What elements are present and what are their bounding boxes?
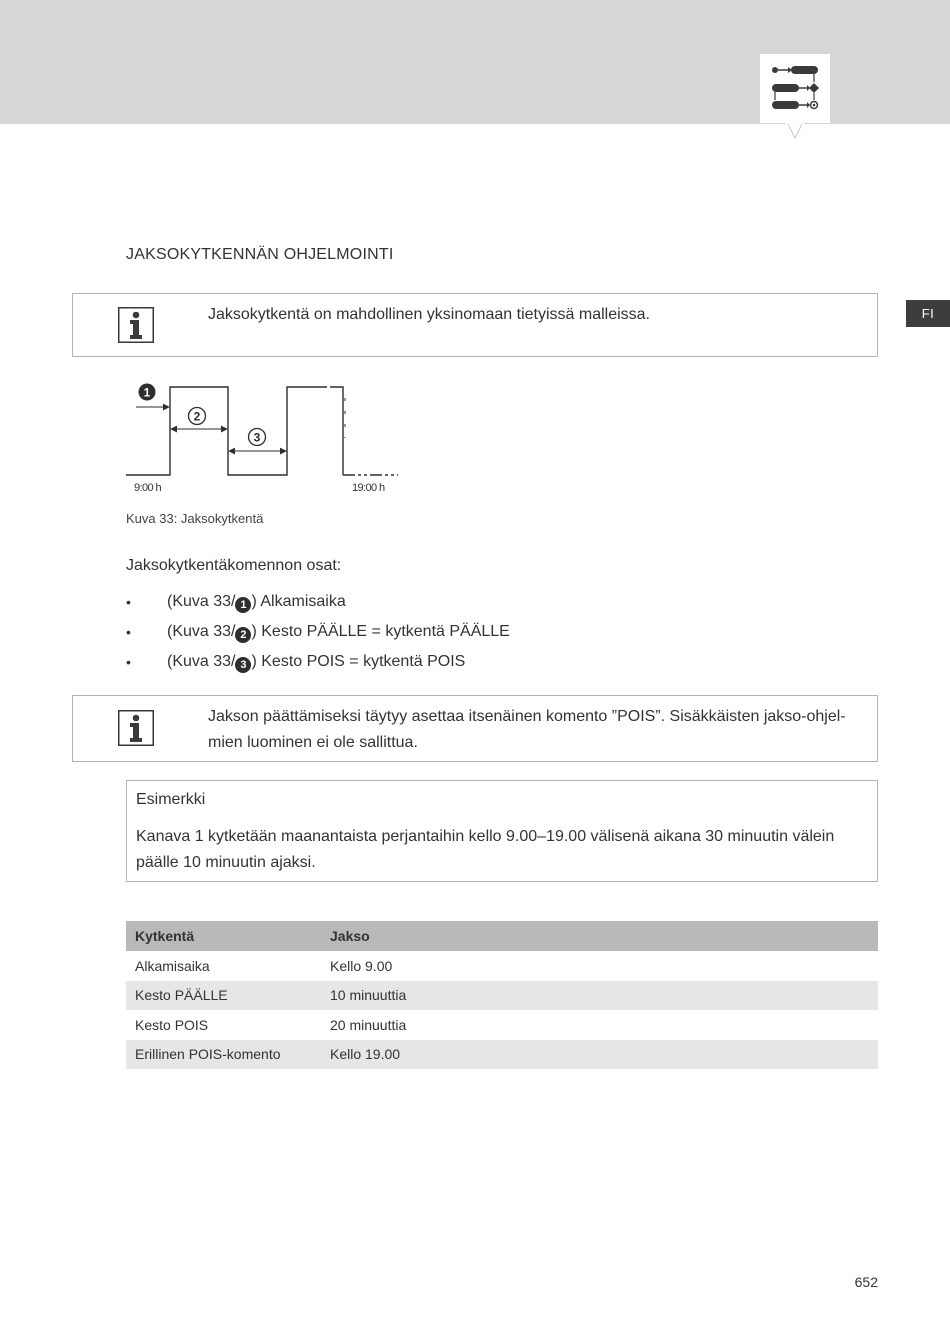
- note-text: Jakson päättämiseksi täytyy asettaa itsenäinen komento ”POIS”. Sisäkkäisten jakso-ohjel- mien luominen ei ole sallittua.: [208, 708, 846, 751]
- info-note-models: [72, 293, 878, 357]
- page-number: 652: [854, 1274, 878, 1290]
- marker-2: 2: [235, 627, 251, 643]
- list-item: • (Kuva 33/ 1 ) Alkamisaika: [126, 593, 346, 611]
- info-note-end-program: [72, 695, 878, 762]
- marker-1: [139, 384, 156, 401]
- column-header: Jakso: [321, 921, 878, 951]
- note-text: Jaksokytkentä on mahdollinen yksinomaan tietyissä malleissa.: [208, 306, 650, 323]
- info-icon: [118, 710, 154, 746]
- svg-text:1: 1: [143, 385, 151, 400]
- language-tab[interactable]: FI: [906, 300, 950, 327]
- example-box: [126, 780, 878, 882]
- svg-text:3: 3: [253, 430, 261, 445]
- marker-3: [249, 429, 266, 446]
- pointer-icon: [786, 122, 804, 140]
- program-flow-icon: [760, 54, 830, 123]
- table-row: Kesto PÄÄLLE 10 minuuttia: [126, 981, 878, 1011]
- info-icon: [118, 307, 154, 343]
- parts-list: [126, 589, 510, 679]
- parts-heading: Jaksokytkentäkomennon osat:: [126, 557, 342, 574]
- marker-3: 3: [235, 657, 251, 673]
- section-title: JAKSOKYTKENNÄN OHJELMOINTI: [126, 246, 394, 263]
- switching-table: [126, 921, 878, 1069]
- column-header: Kytkentä: [126, 921, 321, 951]
- example-title: Esimerkki: [136, 791, 206, 808]
- svg-text:2: 2: [193, 409, 201, 424]
- marker-2: [189, 408, 206, 425]
- end-time-label: 19:00 h: [352, 482, 385, 494]
- table-row: Kesto POIS 20 minuuttia: [135, 1016, 407, 1033]
- timing-diagram: [118, 378, 418, 494]
- list-item: • (Kuva 33/ 3 ) Kesto POIS = kytkentä POIS: [126, 653, 466, 671]
- start-time-label: 9:00 h: [134, 482, 161, 494]
- example-text: Kanava 1 kytketään maanantaista perjantaihin kello 9.00–19.00 välisenä aikana 30 minuutin välein päälle 10 minuutin ajaksi.: [136, 828, 835, 871]
- table-header-row: [126, 921, 878, 951]
- table-row: Erillinen POIS-komento Kello 19.00: [126, 1040, 878, 1070]
- list-item: • (Kuva 33/ 2 ) Kesto PÄÄLLE = kytkentä PÄÄLLE: [126, 623, 510, 641]
- marker-1: 1: [235, 597, 251, 613]
- table-row: Alkamisaika Kello 9.00: [135, 957, 393, 974]
- figure-caption: Kuva 33: Jaksokytkentä: [126, 511, 264, 526]
